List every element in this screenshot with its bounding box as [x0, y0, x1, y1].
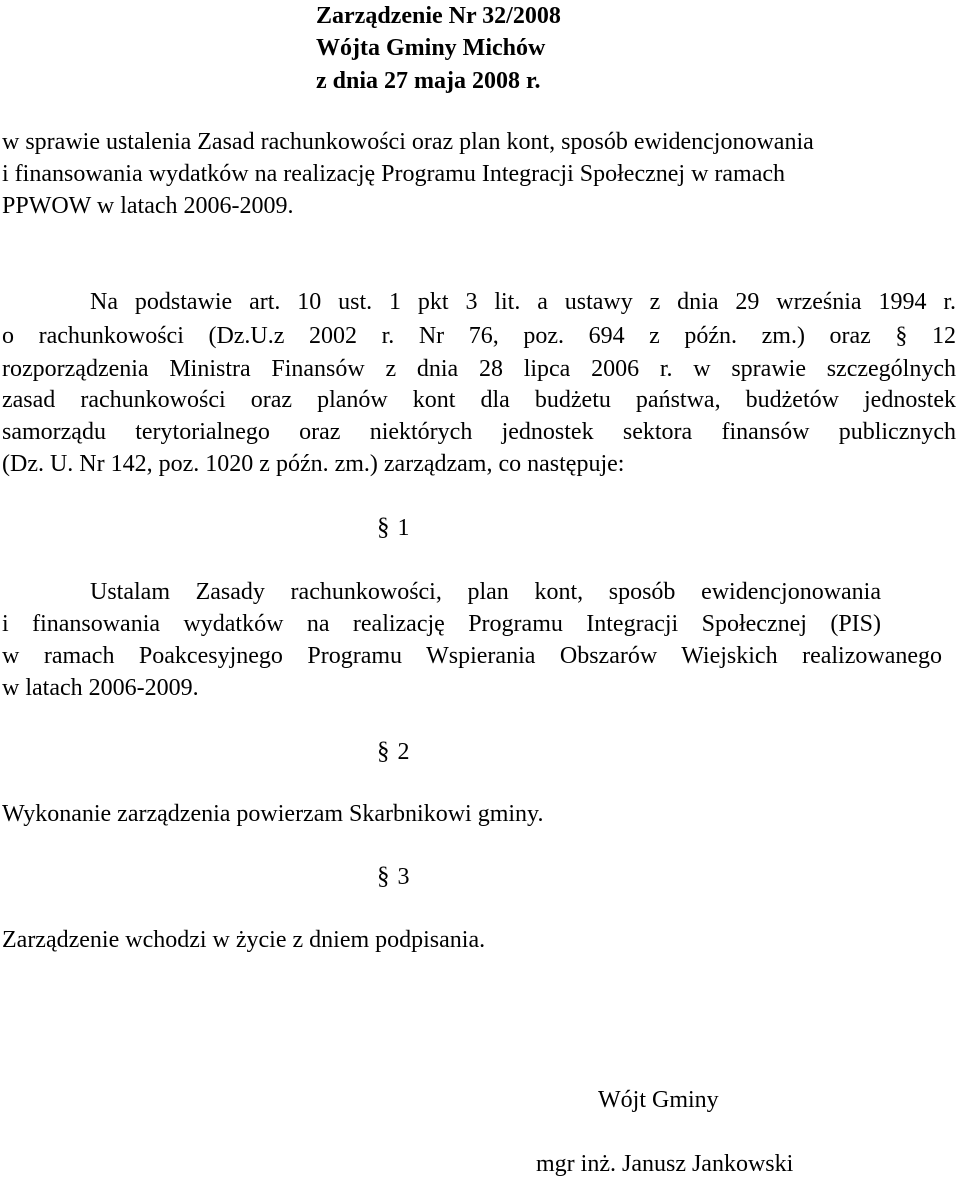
section-symbol: §	[377, 738, 390, 765]
section-1-line: i finansowania wydatków na realizację Programu Integracji Społecznej (PIS)	[2, 611, 881, 637]
preamble-line: o rachunkowości (Dz.U.z 2002 r. Nr 76, poz. 694 z późn. zm.) oraz § 12	[2, 323, 956, 349]
section-1-line: w ramach Poakcesyjnego Programu Wspierania Obszarów Wiejskich realizowanego	[2, 643, 942, 669]
signature-title: Wójt Gminy	[598, 1087, 719, 1113]
section-heading	[377, 513, 410, 543]
subject-line: w sprawie ustalenia Zasad rachunkowości oraz plan kont, sposób ewidencjonowania	[2, 129, 814, 155]
section-number: 1	[397, 515, 410, 541]
section-heading	[377, 737, 410, 767]
subject-line: PPWOW w latach 2006-2009.	[2, 193, 294, 219]
preamble-line: samorządu terytorialnego oraz niektórych jednostek sektora finansów publicznych	[2, 419, 956, 445]
section-1-line: Ustalam Zasady rachunkowości, plan kont, sposób ewidencjonowania	[90, 579, 881, 605]
preamble-line: zasad rachunkowości oraz planów kont dla budżetu państwa, budżetów jednostek	[2, 387, 956, 413]
preamble-line: Na podstawie art. 10 ust. 1 pkt 3 lit. a ustawy z dnia 29 września 1994 r.	[90, 289, 956, 315]
subject-line: i finansowania wydatków na realizację Programu Integracji Społecznej w ramach	[2, 161, 786, 187]
section-heading	[377, 862, 410, 892]
section-number: 3	[397, 864, 410, 890]
section-1-line: w latach 2006-2009.	[2, 675, 199, 701]
preamble-line: (Dz. U. Nr 142, poz. 1020 z późn. zm.) zarządzam, co następuje:	[2, 451, 625, 477]
section-symbol: §	[377, 514, 390, 541]
issuer: Wójta Gminy Michów	[316, 35, 546, 61]
section-number: 2	[397, 739, 410, 765]
section-3-line: Zarządzenie wchodzi w życie z dniem podpisania.	[2, 927, 486, 953]
section-symbol: §	[377, 863, 390, 890]
document-title: Zarządzenie Nr 32/2008	[316, 3, 561, 29]
issue-date: z dnia 27 maja 2008 r.	[316, 68, 541, 94]
signature-name: mgr inż. Janusz Jankowski	[536, 1151, 794, 1177]
preamble-line: rozporządzenia Ministra Finansów z dnia 28 lipca 2006 r. w sprawie szczególnych	[2, 356, 956, 382]
section-2-line: Wykonanie zarządzenia powierzam Skarbnikowi gminy.	[2, 801, 544, 827]
